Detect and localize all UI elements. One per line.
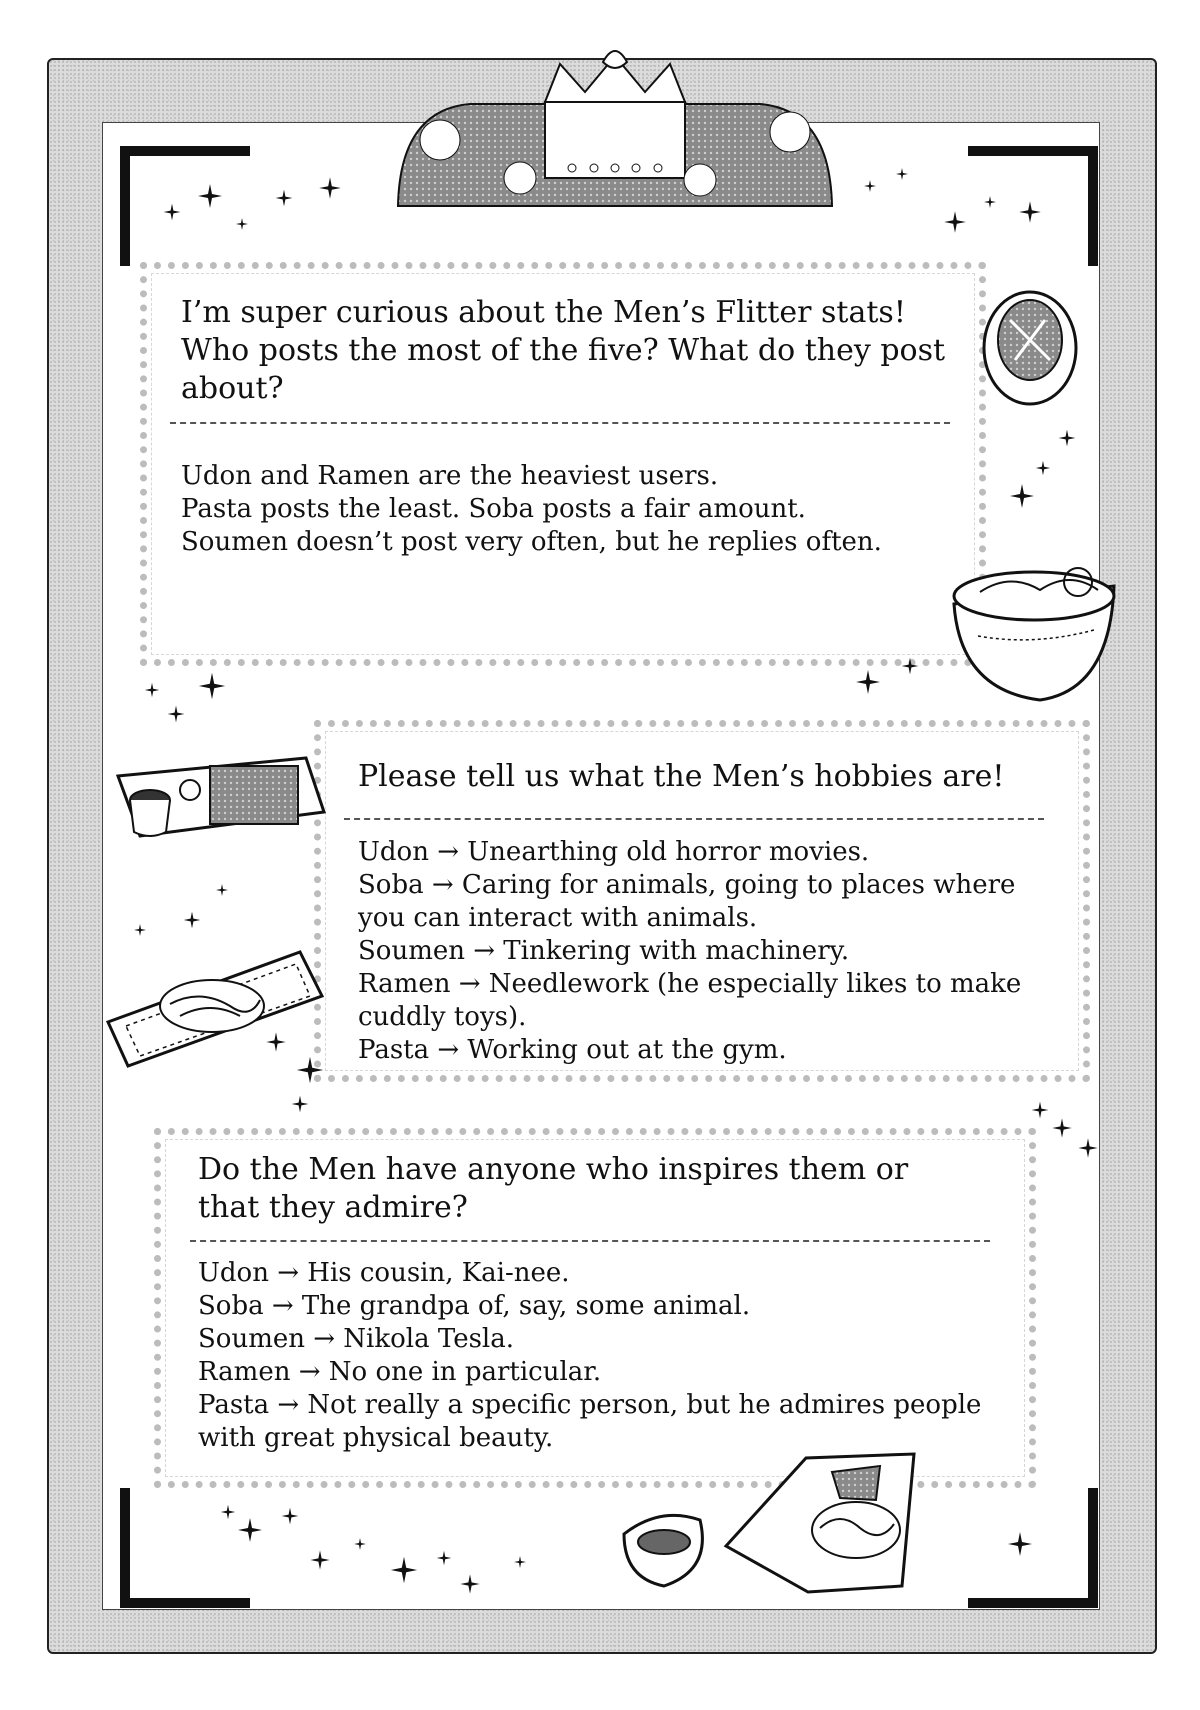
question-hobbies: Please tell us what the Men’s hobbies are! bbox=[358, 759, 1005, 794]
answer-hobbies: Udon → Unearthing old horror movies. Soba → Caring for animals, going to places where you can interact with animals. Soumen → Tinkering with machinery. Ramen → Needlework (he especially likes to make cuddly toys). Pasta → Working out at the gym. bbox=[358, 837, 1022, 1065]
zaru-soba-tray-icon bbox=[118, 758, 324, 836]
crown-icon bbox=[398, 51, 832, 206]
soumen-plate-icon bbox=[624, 1454, 914, 1592]
answer-admire: Udon → His cousin, Kai-nee. Soba → The grandpa of, say, some animal. Soumen → Nikola Tesla. Ramen → No one in particular. Pasta → Not really a specific person, but he admires people with great physical beauty. bbox=[198, 1258, 982, 1453]
sparkle-icon bbox=[134, 168, 1098, 1594]
answer-flitter-stats: Udon and Ramen are the heaviest users. Pasta posts the least. Soba posts a fair amount. Soumen doesn’t post very often, but he replies often. bbox=[181, 461, 882, 557]
question-flitter-stats: I’m super curious about the Men’s Flitter stats! Who posts the most of the five? What do they post about? bbox=[181, 295, 946, 406]
question-admire: Do the Men have anyone who inspires them or that they admire? bbox=[198, 1152, 909, 1225]
noodle-bowl-icon bbox=[954, 568, 1114, 700]
ramen-bowl-icon bbox=[984, 292, 1076, 404]
pasta-plate-icon bbox=[108, 952, 322, 1066]
